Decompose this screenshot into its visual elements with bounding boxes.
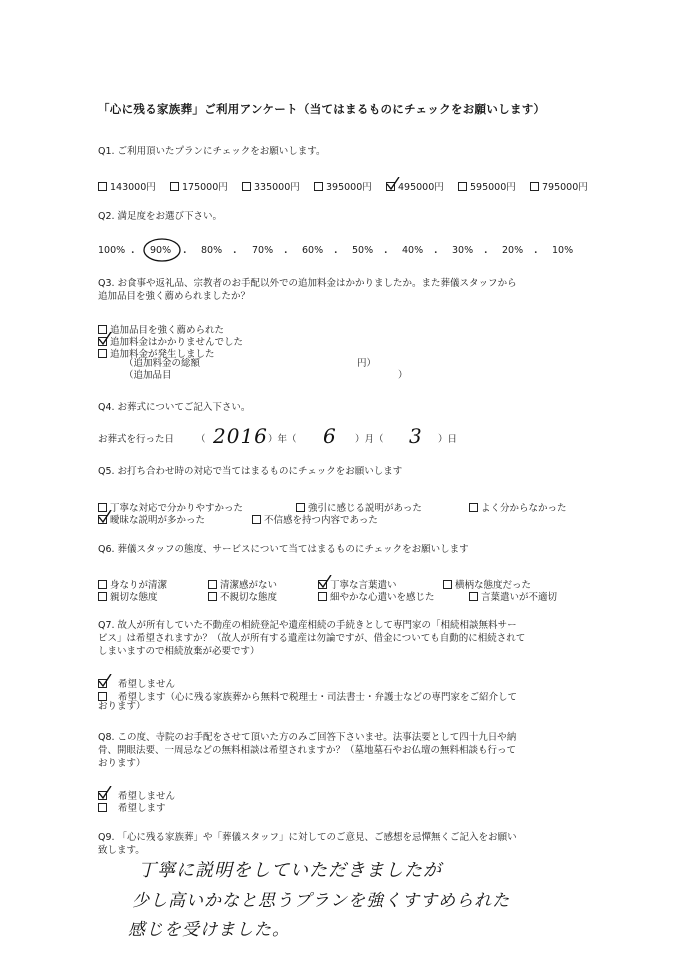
q6-option-polite-speech[interactable]: 丁寧な言葉遣い: [318, 577, 397, 591]
q2-option-90[interactable]: 90%: [150, 245, 172, 256]
q2-question: Q2. 満足度をお選び下さい。: [98, 211, 223, 222]
checkbox[interactable]: [469, 503, 478, 512]
q9-answer-line2[interactable]: 少し高いかなと思うプランを強くすすめられた: [132, 891, 511, 911]
checkbox-checked[interactable]: [98, 515, 107, 524]
checkbox-checked[interactable]: [318, 580, 327, 589]
q4-month-value[interactable]: 6: [323, 424, 337, 448]
q1-option-795000[interactable]: 795000円: [530, 179, 588, 193]
checkmark-icon: [98, 332, 112, 346]
checkmark-icon: [98, 786, 112, 800]
q2-option-30[interactable]: 30%: [452, 245, 474, 256]
checkbox[interactable]: [98, 349, 107, 358]
q2-option-40[interactable]: 40%: [402, 245, 424, 256]
checkbox[interactable]: [252, 515, 261, 524]
checkbox[interactable]: [98, 592, 107, 601]
q5-option-distrust[interactable]: 不信感を持つ内容であった: [252, 512, 378, 526]
q2-option-10[interactable]: 10%: [552, 245, 574, 256]
q4-year-suffix: ）年（: [268, 434, 297, 445]
checkmark-icon: [98, 510, 112, 524]
q4-month-suffix: ）月（: [355, 434, 384, 445]
q6-question: Q6. 葬儀スタッフの態度、サービスについて当てはまるものにチェックをお願いします: [98, 544, 469, 555]
q4-question: Q4. お葬式についてご記入下さい。: [98, 402, 251, 413]
q3-option-recommended[interactable]: 追加品目を強く薦められた: [98, 322, 224, 336]
q8-option-decline[interactable]: 希望しません: [98, 788, 175, 802]
q8-question-line2: 骨、開眼法要、一周忌などの無料相談は希望されますか？（墓地墓石やお仏壇の無料相談も行って: [98, 745, 517, 756]
q4-date-label: お葬式を行った日: [98, 434, 175, 445]
q8-option-request[interactable]: 希望します: [98, 800, 166, 814]
q2-separator: ・: [431, 248, 441, 259]
q1-option-335000[interactable]: 335000円: [242, 179, 300, 193]
q4-paren-open: （: [196, 434, 206, 445]
q3-option-extra-charge[interactable]: 追加料金が発生しました: [98, 346, 215, 360]
q2-option-50[interactable]: 50%: [352, 245, 374, 256]
checkbox-checked[interactable]: [98, 679, 107, 688]
q7-question-line1: Q7. 故人が所有していた不動産の相続登記や遺産相続の手続きとして専門家の「相続相談無料サー: [98, 620, 517, 631]
q9-answer-line3[interactable]: 感じを受けました。: [128, 920, 290, 940]
q7-option-request[interactable]: 希望します（心に残る家族葬から無料で税理士・司法書士・弁護士などの専門家をご紹介して: [98, 689, 517, 703]
q2-separator: ・: [331, 248, 341, 259]
checkbox[interactable]: [318, 592, 327, 601]
q2-separator: ・: [281, 248, 291, 259]
q9-question-line1: Q9. 「心に残る家族葬」や「葬儀スタッフ」に対してのご意見、ご感想を忌憚無くご記入をお願い: [98, 832, 517, 843]
q2-separator: ・: [180, 248, 190, 259]
checkbox[interactable]: [208, 580, 217, 589]
q4-year-value[interactable]: 2016: [213, 424, 268, 448]
q2-separator: ・: [230, 248, 240, 259]
checkbox-checked[interactable]: [98, 337, 107, 346]
q9-answer-line1[interactable]: 丁寧に説明をしていただきましたが: [138, 860, 442, 881]
q6-option-clean[interactable]: 身なりが清潔: [98, 577, 167, 591]
checkbox[interactable]: [98, 580, 107, 589]
checkbox[interactable]: [98, 803, 107, 812]
q2-separator: ・: [531, 248, 541, 259]
survey-title: 「心に残る家族葬」ご利用アンケート（当てはまるものにチェックをお願いします）: [98, 102, 546, 116]
q6-option-inappropriate-speech[interactable]: 言葉遣いが不適切: [469, 589, 557, 603]
q3-option-no-extra[interactable]: 追加料金はかかりませんでした: [98, 334, 243, 348]
q2-option-100[interactable]: 100%: [98, 245, 126, 256]
checkbox[interactable]: [296, 503, 305, 512]
q8-question-line3: おります）: [98, 758, 146, 769]
q5-option-forceful[interactable]: 強引に感じる説明があった: [296, 500, 422, 514]
q3-extra-items-end: ）: [398, 370, 408, 381]
q1-option-143000[interactable]: 143000円: [98, 179, 156, 193]
q3-extra-items-label: （追加品目: [124, 370, 172, 381]
checkbox[interactable]: [208, 592, 217, 601]
q1-question: Q1. ご利用頂いたプランにチェックをお願いします。: [98, 146, 326, 157]
q5-option-unclear[interactable]: よく分からなかった: [469, 500, 567, 514]
checkmark-icon: [318, 575, 332, 589]
q1-option-595000[interactable]: 595000円: [458, 179, 516, 193]
q1-option-175000[interactable]: 175000円: [170, 179, 228, 193]
q9-question-line2: 致します。: [98, 845, 145, 856]
q8-question-line1: Q8. この度、寺院のお手配をさせて頂いた方のみご回答下さいませ。法事法要として四十九日や納: [98, 732, 517, 743]
q6-option-unkind[interactable]: 不親切な態度: [208, 589, 277, 603]
q6-option-kind[interactable]: 親切な態度: [98, 589, 158, 603]
q6-option-unclean[interactable]: 清潔感がない: [208, 577, 277, 591]
q5-option-ambiguous[interactable]: 曖昧な説明が多かった: [98, 512, 205, 526]
q3-question-line1: Q3. お食事や返礼品、宗教者のお手配以外での追加料金はかかりましたか。また葬儀スタッフから: [98, 278, 517, 289]
q2-option-70[interactable]: 70%: [252, 245, 274, 256]
q7-question-line3: しまいますので相続放棄が必要です）: [98, 646, 260, 657]
q7-question-line2: ビス」は希望されますか？（故人が所有する遺産は勿論ですが、借金についても自動的に相続されて: [98, 633, 526, 644]
q2-separator: ・: [381, 248, 391, 259]
q3-extra-amount-end: 円）: [357, 358, 377, 369]
q6-option-arrogant[interactable]: 横柄な態度だった: [443, 577, 531, 591]
q5-question: Q5. お打ち合わせ時の対応で当てはまるものにチェックをお願いします: [98, 466, 403, 477]
q1-option-395000[interactable]: 395000円: [314, 179, 372, 193]
q4-day-value[interactable]: 3: [409, 424, 423, 448]
q7-option-request-cont: おります）: [98, 701, 146, 712]
q7-option-decline[interactable]: 希望しません: [98, 676, 175, 690]
q2-separator: ・: [128, 248, 138, 259]
checkbox[interactable]: [443, 580, 452, 589]
q3-extra-amount-label: （追加料金の総額: [124, 358, 201, 369]
q6-option-thoughtful[interactable]: 細やかな心遣いを感じた: [318, 589, 435, 603]
checkbox-checked[interactable]: [98, 791, 107, 800]
q3-question-line2: 追加品目を強く薦められましたか？: [98, 291, 251, 302]
q5-option-clear[interactable]: 丁寧な対応で分かりやすかった: [98, 500, 243, 514]
q2-option-20[interactable]: 20%: [502, 245, 524, 256]
q4-day-suffix: ）日: [438, 434, 458, 445]
checkbox[interactable]: [469, 592, 478, 601]
q1-option-495000[interactable]: 495000円: [386, 179, 444, 193]
checkbox[interactable]: [98, 692, 107, 701]
checkmark-icon: [98, 674, 112, 688]
q2-option-80[interactable]: 80%: [201, 245, 223, 256]
q2-option-60[interactable]: 60%: [302, 245, 324, 256]
q2-separator: ・: [481, 248, 491, 259]
